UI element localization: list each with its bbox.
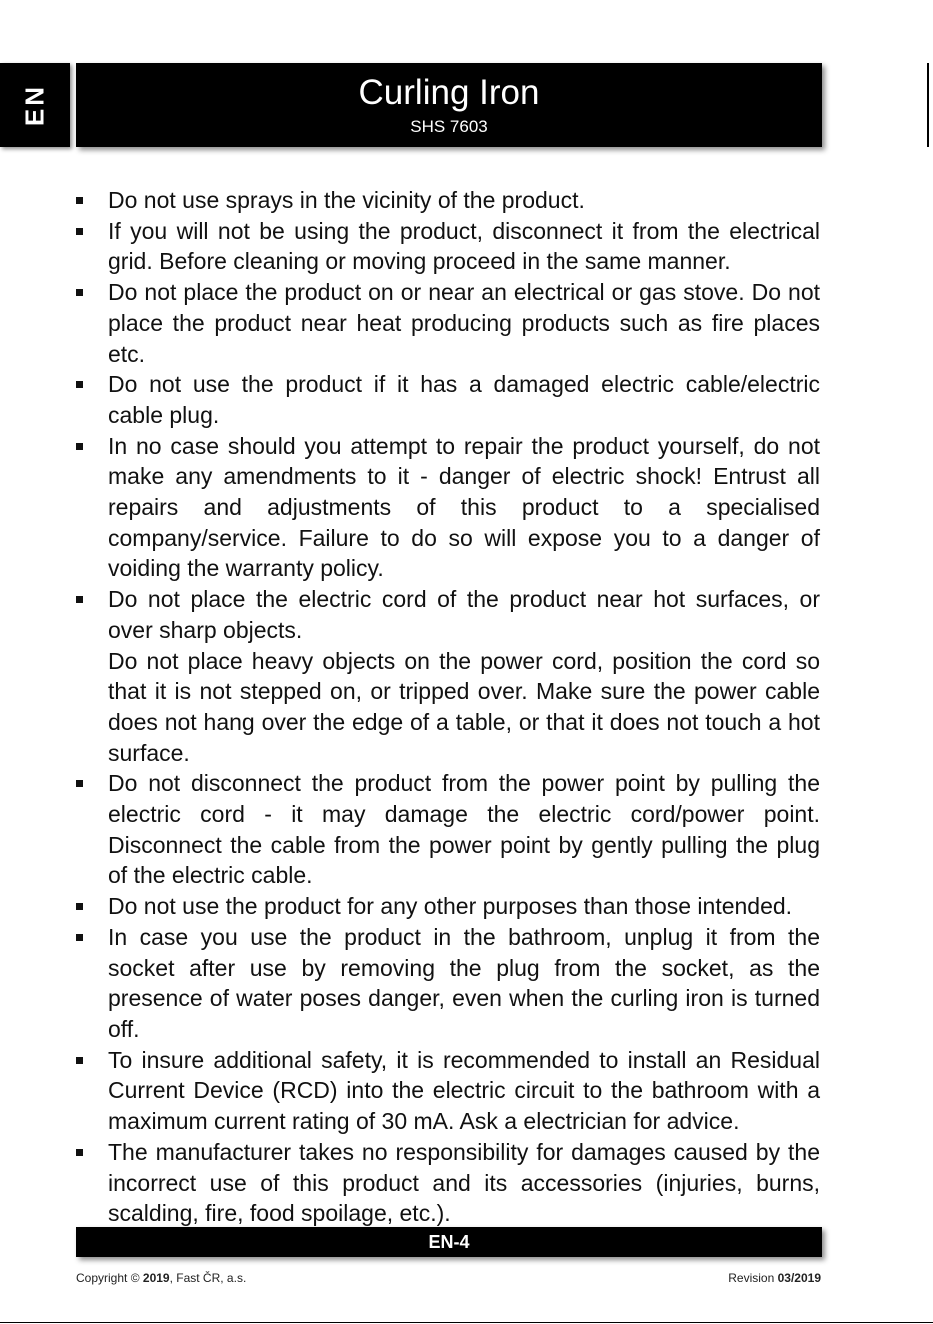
revision-value: 03/2019: [777, 1271, 821, 1285]
list-item-text: Do not disconnect the product from the power point by pulling the electric cord - it may damage the electric cord/power point. Disconnect the cable from the power point by gently pulling the plug of the electric cable.: [108, 770, 820, 889]
list-item: [76, 1045, 820, 1137]
revision-label: Revision: [728, 1271, 775, 1285]
bullet-marker: [76, 1149, 83, 1156]
edge-marker: [927, 63, 929, 147]
model-number: SHS 7603: [410, 117, 488, 136]
bullet-marker: [76, 903, 83, 910]
safety-instructions-list: [76, 185, 820, 1229]
list-item: [76, 922, 820, 1045]
list-item-text: Do not place the electric cord of the product near hot surfaces, or over sharp objects.: [108, 586, 820, 643]
bullet-marker: [76, 1057, 83, 1064]
copyright-year: 2019: [142, 1271, 170, 1285]
copyright-prefix: Copyright ©: [76, 1271, 140, 1285]
list-item: [76, 1137, 820, 1229]
header-banner: [76, 63, 822, 147]
page-title: Curling Iron: [358, 73, 540, 112]
language-tab: [0, 63, 70, 147]
list-item-text: Do not place the product on or near an electrical or gas stove. Do not place the product near heat producing products such as fire places etc.: [108, 279, 820, 367]
list-item-text: Do not use the product if it has a damaged electric cable/electric cable plug.: [108, 371, 820, 428]
bullet-marker: [76, 596, 83, 603]
list-item-text: Do not use sprays in the vicinity of the product.: [108, 187, 585, 213]
copyright-notice: [76, 1271, 246, 1285]
list-item: [76, 277, 820, 369]
bullet-marker: [76, 228, 83, 235]
list-item: [76, 369, 820, 430]
list-item-text: In case you use the product in the bathroom, unplug it from the socket after use by removing the plug from the socket, as the presence of water poses danger, even when the curling iron is turned off.: [108, 923, 820, 1042]
list-item-text: If you will not be using the product, disconnect it from the electrical grid. Before cleaning or moving proceed in the same manner.: [108, 217, 820, 275]
list-item: [76, 584, 820, 768]
list-item: [76, 768, 820, 891]
bullet-marker: [76, 934, 83, 941]
page-bottom-border: [0, 1322, 933, 1323]
copyright-company: , Fast ČR, a.s.: [169, 1271, 247, 1285]
bullet-marker: [76, 197, 83, 204]
list-item: [76, 891, 820, 922]
revision-info: [728, 1271, 821, 1285]
list-item-text: In no case should you attempt to repair the product yourself, do not make any amendments to it - danger of electric shock! Entrust all repairs and adjustments of this product to a specialised company/service. Failure to do so will expose you to a danger of voiding the warranty policy.: [108, 432, 820, 582]
list-item: [76, 216, 820, 277]
list-item-continuation: Do not place heavy objects on the power cord, position the cord so that it is not stepped on, or tripped over. Make sure the power cable does not hang over the edge of a table, or that it does not touch a hot surface.: [108, 647, 820, 766]
list-item-text: Do not use the product for any other purposes than those intended.: [108, 893, 793, 920]
bullet-marker: [76, 381, 83, 388]
bullet-marker: [76, 443, 83, 450]
list-item-text: To insure additional safety, it is recommended to install an Residual Current Device (RCD) into the electric circuit to the bathroom with a maximum current rating of 30 mA. Ask a electrician for advice.: [108, 1046, 820, 1135]
list-item-text: The manufacturer takes no responsibility for damages caused by the incorrect use of this product and its accessories (injuries, burns, scalding, fire, food spoilage, etc.).: [108, 1138, 820, 1227]
list-item: [76, 431, 820, 585]
page-number: EN-4: [428, 1232, 470, 1252]
list-item: [76, 185, 820, 216]
page-number-bar: [76, 1227, 822, 1257]
language-label: EN: [19, 83, 50, 127]
bullet-marker: [76, 780, 83, 787]
bullet-marker: [76, 289, 83, 296]
